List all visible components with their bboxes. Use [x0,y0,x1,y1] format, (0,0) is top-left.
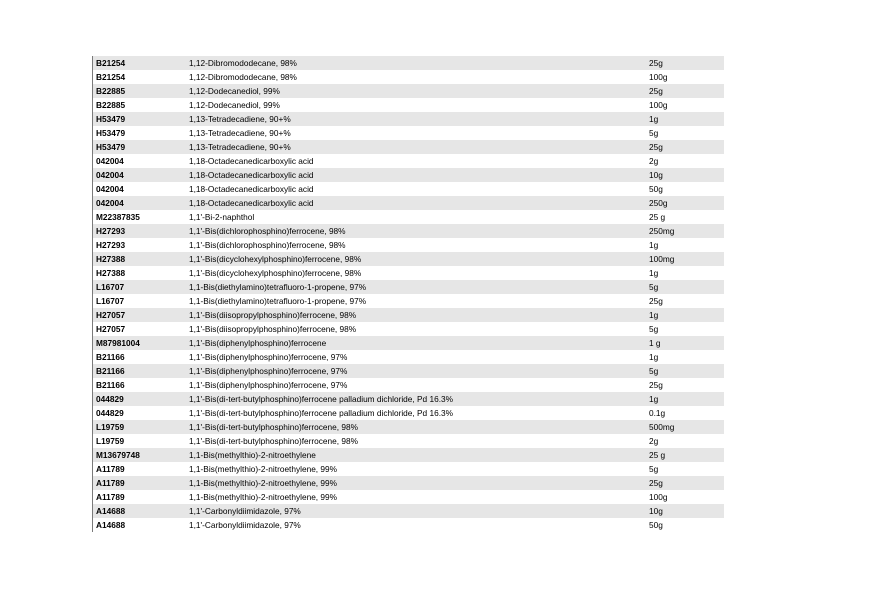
table-row [92,504,724,518]
product-name-cell: 1,1'-Bis(diisopropylphosphino)ferrocene, 98% [189,324,357,334]
table-row [92,140,724,154]
product-name-cell: 1,1-Bis(methylthio)-2-nitroethylene, 99% [189,492,338,502]
quantity-cell: 10g [649,170,663,180]
product-name-cell: 1,1'-Carbonyldiimidazole, 97% [189,506,301,516]
catalog-code-cell: A11789 [96,478,125,488]
quantity-cell: 2g [649,436,659,446]
product-name-cell: 1,13-Tetradecadiene, 90+% [189,142,291,152]
catalog-code-cell: H53479 [96,142,126,152]
product-name-cell: 1,1-Bis(methylthio)-2-nitroethylene, 99% [189,464,338,474]
catalog-code-cell: H27388 [96,268,126,278]
table-row [92,154,724,168]
product-name-cell: 1,1'-Bis(diphenylphosphino)ferrocene, 97% [189,380,348,390]
catalog-code-cell: L16707 [96,282,125,292]
table-row [92,378,724,392]
quantity-cell: 25g [649,478,663,488]
product-name-cell: 1,18-Octadecanedicarboxylic acid [189,156,314,166]
product-name-cell: 1,18-Octadecanedicarboxylic acid [189,184,314,194]
product-name-cell: 1,1'-Bis(diisopropylphosphino)ferrocene, 98% [189,310,357,320]
catalog-code-cell: 044829 [96,408,124,418]
catalog-code-cell: H27057 [96,310,126,320]
product-name-cell: 1,1'-Bis(di-tert-butylphosphino)ferrocene, 98% [189,436,358,446]
quantity-cell: 100g [649,72,668,82]
product-name-cell: 1,1'-Bis(dichlorophosphino)ferrocene, 98% [189,226,346,236]
table-row [92,294,724,308]
catalog-code-cell: 042004 [96,198,124,208]
product-name-cell: 1,1-Bis(diethylamino)tetrafluoro-1-propene, 97% [189,296,367,306]
table-row [92,238,724,252]
catalog-code-cell: A11789 [96,492,125,502]
quantity-cell: 1g [649,310,659,320]
quantity-cell: 1g [649,240,659,250]
quantity-cell: 50g [649,520,663,530]
table-row [92,462,724,476]
catalog-code-cell: M22387835 [96,212,140,222]
quantity-cell: 5g [649,324,659,334]
table-row [92,252,724,266]
table-row [92,266,724,280]
catalog-code-cell: 042004 [96,156,124,166]
catalog-code-cell: 042004 [96,184,124,194]
quantity-cell: 1g [649,268,659,278]
table-row [92,322,724,336]
quantity-cell: 25g [649,380,663,390]
quantity-cell: 5g [649,366,659,376]
table-row [92,392,724,406]
product-name-cell: 1,18-Octadecanedicarboxylic acid [189,198,314,208]
product-name-cell: 1,1'-Bis(diphenylphosphino)ferrocene [189,338,327,348]
quantity-cell: 25g [649,86,663,96]
quantity-cell: 0.1g [649,408,666,418]
product-name-cell: 1,1'-Bis(dicyclohexylphosphino)ferrocene, 98% [189,268,362,278]
product-name-cell: 1,12-Dibromododecane, 98% [189,72,297,82]
product-name-cell: 1,1-Bis(diethylamino)tetrafluoro-1-propene, 97% [189,282,367,292]
table-row [92,168,724,182]
quantity-cell: 10g [649,506,663,516]
quantity-cell: 25g [649,296,663,306]
catalog-code-cell: H27388 [96,254,126,264]
quantity-cell: 25g [649,58,663,68]
quantity-cell: 500mg [649,422,675,432]
catalog-code-cell: B22885 [96,86,126,96]
catalog-code-cell: L16707 [96,296,125,306]
quantity-cell: 100g [649,100,668,110]
quantity-cell: 1g [649,352,659,362]
table-row [92,112,724,126]
quantity-cell: 100mg [649,254,675,264]
table-row [92,224,724,238]
table-row [92,210,724,224]
table-row [92,126,724,140]
product-name-cell: 1,12-Dibromododecane, 98% [189,58,297,68]
table-row [92,196,724,210]
product-name-cell: 1,1'-Bis(dicyclohexylphosphino)ferrocene, 98% [189,254,362,264]
catalog-code-cell: 042004 [96,170,124,180]
product-name-cell: 1,1-Bis(methylthio)-2-nitroethylene [189,450,316,460]
catalog-code-cell: B21166 [96,352,125,362]
product-name-cell: 1,18-Octadecanedicarboxylic acid [189,170,314,180]
table-row [92,308,724,322]
quantity-cell: 25g [649,142,663,152]
table-row [92,490,724,504]
catalog-code-cell: M87981004 [96,338,140,348]
quantity-cell: 25 g [649,450,666,460]
table-row [92,280,724,294]
product-name-cell: 1,1'-Carbonyldiimidazole, 97% [189,520,301,530]
catalog-code-cell: A14688 [96,506,126,516]
product-table [92,56,724,532]
quantity-cell: 25 g [649,212,666,222]
quantity-cell: 5g [649,128,659,138]
product-name-cell: 1,1'-Bis(dichlorophosphino)ferrocene, 98% [189,240,346,250]
product-name-cell: 1,1'-Bis(di-tert-butylphosphino)ferrocene, 98% [189,422,358,432]
product-name-cell: 1,13-Tetradecadiene, 90+% [189,128,291,138]
table-row [92,406,724,420]
table-row [92,420,724,434]
catalog-code-cell: H27293 [96,240,126,250]
product-name-cell: 1,1'-Bis(di-tert-butylphosphino)ferrocene palladium dichloride, Pd 16.3% [189,394,453,404]
table-row [92,434,724,448]
quantity-cell: 5g [649,282,659,292]
product-name-cell: 1,12-Dodecanediol, 99% [189,86,280,96]
quantity-cell: 1g [649,394,659,404]
catalog-code-cell: B21166 [96,380,125,390]
table-row [92,350,724,364]
quantity-cell: 1g [649,114,659,124]
catalog-code-cell: H53479 [96,114,126,124]
table-row [92,518,724,532]
table-row [92,364,724,378]
table-row [92,84,724,98]
catalog-code-cell: L19759 [96,436,125,446]
product-name-cell: 1,1-Bis(methylthio)-2-nitroethylene, 99% [189,478,338,488]
quantity-cell: 250mg [649,226,675,236]
catalog-code-cell: H27293 [96,226,126,236]
table-row [92,70,724,84]
product-name-cell: 1,13-Tetradecadiene, 90+% [189,114,291,124]
catalog-code-cell: L19759 [96,422,125,432]
catalog-code-cell: A11789 [96,464,125,474]
catalog-code-cell: M13679748 [96,450,140,460]
product-name-cell: 1,1'-Bis(diphenylphosphino)ferrocene, 97% [189,352,348,362]
quantity-cell: 50g [649,184,663,194]
product-name-cell: 1,1'-Bi-2-naphthol [189,212,255,222]
quantity-cell: 100g [649,492,668,502]
table-row [92,56,724,70]
table-row [92,476,724,490]
quantity-cell: 250g [649,198,668,208]
catalog-code-cell: B21254 [96,58,126,68]
table-row [92,448,724,462]
quantity-cell: 5g [649,464,659,474]
catalog-code-cell: A14688 [96,520,126,530]
catalog-code-cell: B21166 [96,366,125,376]
catalog-code-cell: 044829 [96,394,124,404]
catalog-code-cell: H53479 [96,128,126,138]
product-name-cell: 1,1'-Bis(diphenylphosphino)ferrocene, 97% [189,366,348,376]
table-row [92,98,724,112]
table-row [92,182,724,196]
catalog-code-cell: H27057 [96,324,126,334]
product-name-cell: 1,1'-Bis(di-tert-butylphosphino)ferrocene palladium dichloride, Pd 16.3% [189,408,453,418]
quantity-cell: 2g [649,156,659,166]
catalog-code-cell: B22885 [96,100,126,110]
table-row [92,336,724,350]
catalog-code-cell: B21254 [96,72,126,82]
quantity-cell: 1 g [649,338,661,348]
product-name-cell: 1,12-Dodecanediol, 99% [189,100,280,110]
